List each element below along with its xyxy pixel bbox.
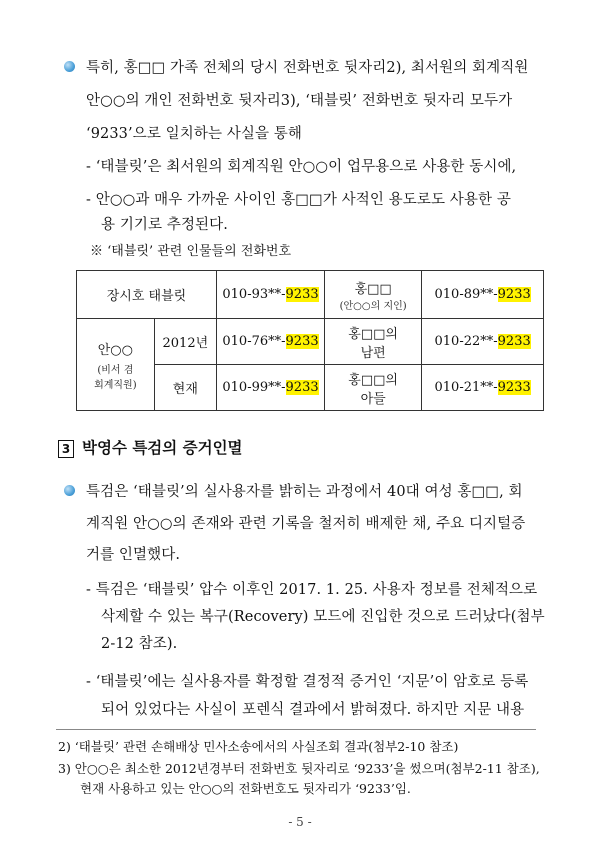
page-number: - 5 -: [288, 815, 312, 829]
footnote-divider: [56, 729, 536, 730]
table-cell-number: [217, 271, 325, 319]
number-suffix-highlight: 9233: [497, 380, 531, 395]
table-cell-year: 2012년: [154, 319, 216, 365]
number-suffix-highlight: 9233: [285, 334, 319, 349]
table-cell-number: [422, 271, 544, 319]
number-prefix: 010-93**-: [222, 287, 286, 302]
table-cell-number: [217, 365, 325, 411]
person-name: 홍□□의: [348, 372, 398, 388]
number-prefix: 010-76**-: [222, 334, 286, 349]
number-prefix: 010-99**-: [222, 380, 286, 395]
table-cell-year: 현재: [154, 365, 216, 411]
dash-item: 삭제할 수 있는 복구(Recovery) 모드에 진입한 것으로 드러났다(첨부: [101, 609, 545, 625]
dash-item: - ‘태블릿’에는 실사용자를 확정할 결정적 증거인 ‘지문’이 암호로 등록: [86, 674, 529, 690]
dash-item: - 특검은 ‘태블릿’ 압수 이후인 2017. 1. 25. 사용자 정보를 전체적으로: [86, 582, 538, 598]
phone-number-table: [76, 270, 544, 411]
table-cell-number: [217, 319, 325, 365]
person-relation: 남편: [360, 345, 386, 361]
person-name: 홍□□: [354, 281, 392, 297]
footnote: 2) ‘태블릿’ 관련 손해배상 민사소송에서의 사실조회 결과(첨부2-10 참조): [58, 739, 459, 754]
dash-item: - ‘태블릿’은 최서원의 회계직원 안○○이 업무용으로 사용한 동시에,: [86, 159, 517, 175]
number-prefix: 010-21**-: [434, 380, 498, 395]
number-prefix: 010-22**-: [434, 334, 498, 349]
dash-item: 2-12 참조).: [101, 636, 178, 652]
body-line: 특검은 ‘태블릿’의 실사용자를 밝히는 과정에서 40대 여성 홍□□, 회: [86, 484, 523, 500]
bullet-icon: [64, 485, 75, 496]
an-sub: (비서 겸: [97, 364, 134, 376]
an-sub: 회계직원): [94, 379, 137, 391]
table-note: ※ ‘태블릿’ 관련 인물들의 전화번호: [90, 244, 292, 259]
table-cell-person: [325, 319, 422, 365]
body-line: 계직원 안○○의 존재와 관련 기록을 철저히 배제한 채, 주요 디지털증: [86, 516, 526, 532]
section-title: 박영수 특검의 증거인멸: [82, 439, 243, 457]
dash-item: 되어 있었다는 사실이 포렌식 결과에서 밝혀졌다. 하지만 지문 내용: [101, 702, 525, 718]
table-cell-person: [325, 365, 422, 411]
bullet-icon: [64, 61, 75, 72]
footnote: 3) 안○○은 최소한 2012년경부터 전화번호 뒷자리로 ‘9233’을 썼으며(첨부2-11 참조),: [58, 761, 540, 776]
table-cell-number: [422, 365, 544, 411]
section-heading: [58, 436, 243, 458]
table-cell-person: [325, 271, 422, 319]
person-sub: (안○○의 지인): [339, 300, 407, 312]
section-number-box: 3: [58, 440, 74, 458]
an-label: 안○○: [97, 342, 133, 358]
table-cell-number: [422, 319, 544, 365]
number-suffix-highlight: 9233: [285, 380, 319, 395]
dash-item: - 안○○과 매우 가까운 사이인 홍□□가 사적인 용도로도 사용한 공: [86, 192, 511, 208]
table-cell-an: [77, 319, 155, 411]
number-suffix-highlight: 9233: [497, 287, 531, 302]
number-suffix-highlight: 9233: [497, 334, 531, 349]
footnote: 현재 사용하고 있는 안○○의 전화번호도 뒷자리가 ‘9233’임.: [80, 781, 411, 796]
body-line: 안○○의 개인 전화번호 뒷자리3), ‘태블릿’ 전화번호 뒷자리 모두가: [86, 93, 513, 109]
person-name: 홍□□의: [348, 326, 398, 342]
body-line: 특히, 홍□□ 가족 전체의 당시 전화번호 뒷자리2), 최서원의 회계직원: [86, 60, 529, 76]
table-cell-label: 장시호 태블릿: [77, 271, 217, 319]
body-line: ‘9233’으로 일치하는 사실을 통해: [86, 126, 303, 142]
body-line: 거를 인멸했다.: [86, 547, 181, 563]
number-prefix: 010-89**-: [434, 287, 498, 302]
dash-item: 용 기기로 추정된다.: [101, 217, 228, 233]
number-suffix-highlight: 9233: [285, 287, 319, 302]
person-relation: 아들: [360, 391, 386, 407]
